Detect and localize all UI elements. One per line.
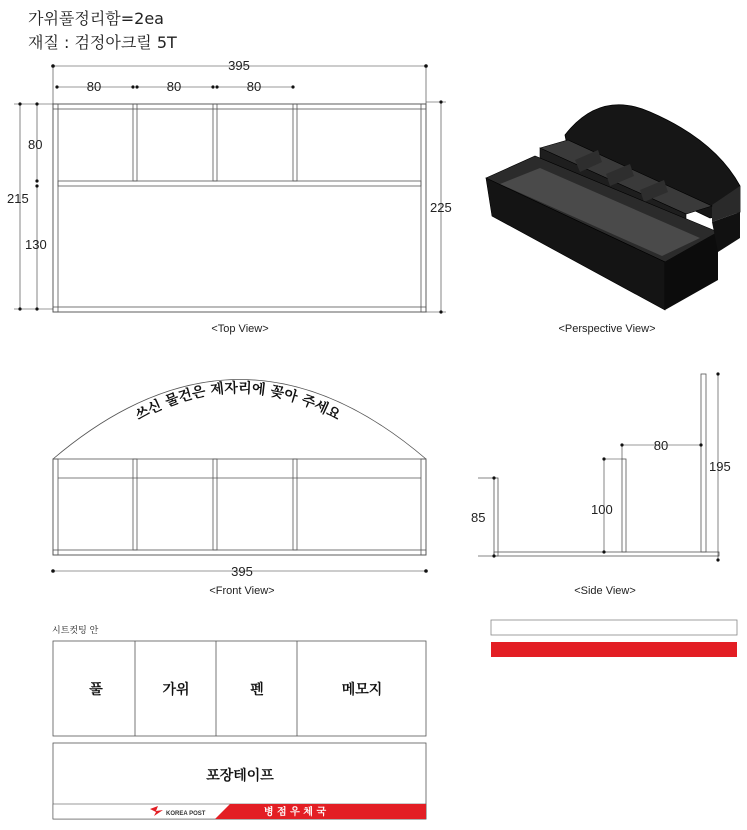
top-dim-front-depth: 80 xyxy=(28,137,43,152)
label-memo: 메모지 xyxy=(341,682,383,698)
sheet-cutting-title: 시트컷팅 안 xyxy=(52,626,99,636)
side-dim-mid-height: 100 xyxy=(591,502,613,517)
side-dim-back-height: 195 xyxy=(709,459,731,474)
top-view xyxy=(14,64,446,313)
side-view xyxy=(478,374,719,560)
front-arc-text: 쓰신 물건은 제자리에 꽂아 주세요 xyxy=(132,380,344,424)
title-line-2: 재질 : 검정아크릴 5T xyxy=(28,33,177,52)
front-dim-width: 395 xyxy=(231,564,253,579)
sheet-label-panel xyxy=(53,641,426,819)
top-dim-width: 395 xyxy=(228,58,250,73)
label-glue: 풀 xyxy=(89,682,103,698)
label-scissors: 가위 xyxy=(162,682,190,698)
side-view-caption: <Side View> xyxy=(574,585,636,597)
front-view-caption: <Front View> xyxy=(209,585,275,597)
top-view-caption: <Top View> xyxy=(211,323,269,335)
red-sheet-strip xyxy=(491,642,737,657)
korea-post-brand: KOREA POST xyxy=(166,811,206,817)
label-packing-tape: 포장테이프 xyxy=(206,768,274,784)
top-dim-comp-1: 80 xyxy=(86,79,102,94)
korea-post-banner xyxy=(53,804,426,819)
top-dim-inner-height: 215 xyxy=(7,191,29,206)
label-pen: 펜 xyxy=(250,682,264,698)
perspective-view xyxy=(486,105,740,310)
top-dim-outer-height: 225 xyxy=(430,200,452,215)
side-dim-step-width: 80 xyxy=(653,438,669,453)
top-dim-back-depth: 130 xyxy=(25,237,47,252)
front-view xyxy=(53,380,426,572)
white-sheet-strip xyxy=(491,620,737,635)
post-office-name: 병 점 우 체 국 xyxy=(263,807,327,818)
side-dim-front-height: 85 xyxy=(471,510,486,525)
top-dim-comp-3: 80 xyxy=(246,79,262,94)
perspective-view-caption: <Perspective View> xyxy=(558,323,656,335)
top-dim-comp-2: 80 xyxy=(166,79,182,94)
title-line-1: 가위풀정리함=2ea xyxy=(28,9,164,28)
